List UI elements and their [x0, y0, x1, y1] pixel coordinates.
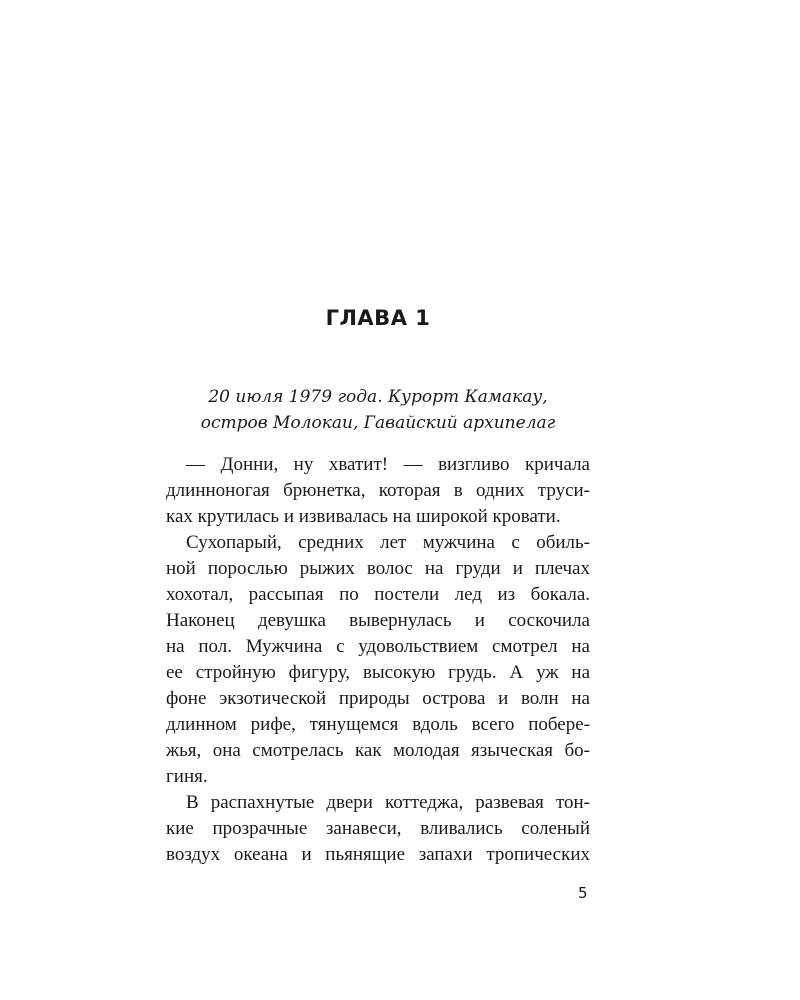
epigraph-line: остров Молокаи, Гавайский архипелаг: [200, 413, 556, 433]
paragraph-line: на пол. Мужчина с удовольствием смотрел на: [166, 636, 590, 657]
paragraph-line: ках крутилась и извивалась на широкой кровати.: [166, 506, 561, 527]
chapter-title: ГЛАВА 1: [325, 306, 431, 330]
paragraph-line: кие прозрачные занавеси, вливались соленый: [166, 818, 590, 839]
paragraph-line: хохотал, рассыпая по постели лед из бокала.: [166, 584, 590, 605]
paragraph-line: гиня.: [166, 766, 208, 787]
paragraph-line: Наконец девушка вывернулась и соскочила: [166, 610, 590, 631]
paragraph-line: В распахнутые двери коттеджа, развевая тон-: [186, 792, 590, 813]
paragraph-line: ее стройную фигуру, высокую грудь. А уж на: [166, 662, 590, 683]
page-number: 5: [578, 884, 588, 902]
paragraph-line: — Донни, ну хватит! — визгливо кричала: [186, 454, 590, 475]
paragraph-line: фоне экзотической природы острова и волн на: [166, 688, 590, 709]
paragraph-line: воздух океана и пьянящие запахи тропических: [166, 844, 590, 865]
paragraph-line: Сухопарый, средних лет мужчина с обиль-: [186, 532, 590, 553]
paragraph-line: длинноногая брюнетка, которая в одних труси-: [166, 480, 590, 501]
paragraph-line: ной порослью рыжих волос на груди и плечах: [166, 558, 590, 579]
paragraph-line: длинном рифе, тянущемся вдоль всего побере-: [166, 714, 590, 735]
paragraph-line: жья, она смотрелась как молодая языческая бо-: [166, 740, 590, 761]
body-text: [166, 452, 590, 868]
epigraph-line: 20 июля 1979 года. Курорт Камакау,: [208, 387, 548, 407]
chapter-epigraph: [166, 384, 590, 436]
